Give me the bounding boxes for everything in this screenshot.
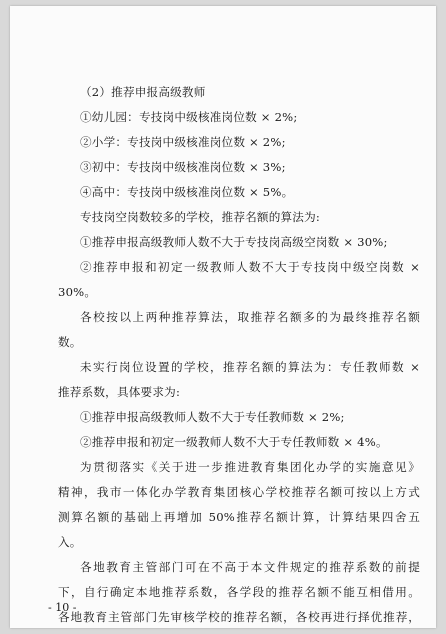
text-line: 入。 [58, 535, 82, 549]
text-line: ①幼儿园：专技岗中级核准岗位数 × 2%; [80, 110, 298, 124]
text-line: ④高中：专技岗中级核准岗位数 × 5%。 [80, 185, 294, 199]
text-line: 30%。 [58, 285, 97, 299]
text-line: 推荐系数，具体要求为: [58, 385, 181, 399]
text-line: 专技岗空岗数较多的学校，推荐名额的算法为: [80, 210, 320, 224]
text-line: 各地教育主管部门先审核学校的推荐名额，各校再进行择优推荐， [58, 610, 420, 624]
text-line: ②推荐申报和初定一级教师人数不大于专技岗中级空岗数 × [80, 260, 420, 274]
text-line: 各校按以上两种推荐算法，取推荐名额多的为最终推荐名额 [80, 310, 420, 324]
text-line: ②推荐申报和初定一级教师人数不大于专任教师数 × 4%。 [80, 435, 388, 449]
page-number: - 10 - [48, 601, 77, 614]
text-line: 测算名额的基础上再增加 50%推荐名额计算，计算结果四舍五 [58, 510, 420, 524]
text-line: 未实行岗位设置的学校，推荐名额的算法为：专任教师数 × [80, 360, 420, 374]
text-line: 数。 [58, 335, 82, 349]
text-line: ②小学：专技岗中级核准岗位数 × 2%; [80, 135, 286, 149]
text-line: ③初中：专技岗中级核准岗位数 × 3%; [80, 160, 286, 174]
text-line: ①推荐申报高级教师人数不大于专任教师数 × 2%; [80, 410, 345, 424]
section-heading: （2）推荐申报高级教师 [80, 85, 206, 99]
text-line: 下，自行确定本地推荐系数，各学段的推荐名额不能互相借用。 [58, 585, 420, 599]
text-line: 为贯彻落实《关于进一步推进教育集团化办学的实施意见》 [80, 460, 420, 474]
text-line: 精神，我市一体化办学教育集团核心学校推荐名额可按以上方式 [58, 485, 420, 499]
text-line: 各地教育主管部门可在不高于本文件规定的推荐系数的前提 [80, 560, 420, 574]
document-page [10, 6, 436, 628]
text-line: ①推荐申报高级教师人数不大于专技岗高级空岗数 × 30%; [80, 235, 388, 249]
